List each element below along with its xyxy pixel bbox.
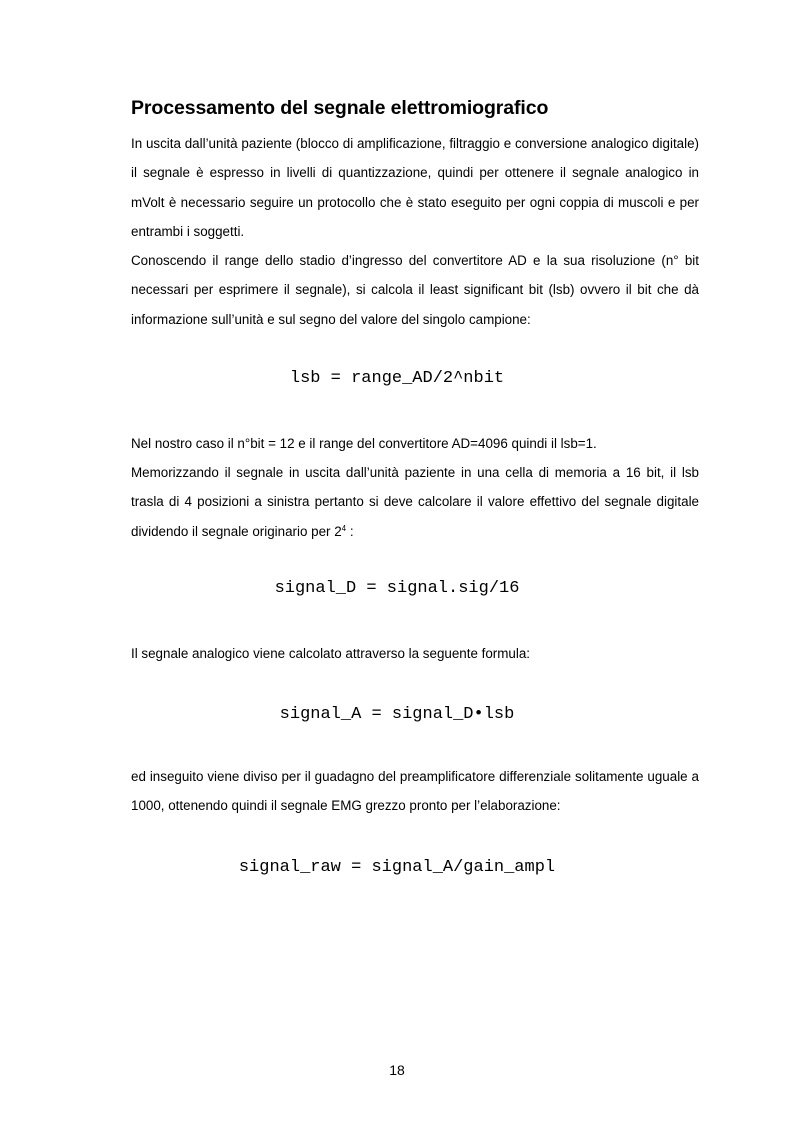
formula-lsb: lsb = range_AD/2^nbit <box>289 369 505 388</box>
formula-signal-raw: signal_raw = signal_A/gain_ampl <box>238 858 556 877</box>
paragraph-memory-text: Memorizzando il segnale in uscita dall’unità paziente in una cella di memoria a 16 bit, il lsb trasla di 4 posizioni a sinistra pertanto si deve calcolare il valore effettivo del segnale digitale dividendo il segnale originario per 2 <box>131 465 699 539</box>
paragraph-gain: ed inseguito viene diviso per il guadagno del preamplificatore differenziale solitamente uguale a 1000, ottenendo quindi il segnale EMG grezzo pronto per l’elaborazione: <box>131 769 699 814</box>
section-title: Processamento del segnale elettromiografico <box>131 97 549 119</box>
paragraph-memory <box>131 458 699 546</box>
paragraph-intro: In uscita dall’unità paziente (blocco di amplificazione, filtraggio e conversione analogico digitale) il segnale è espresso in livelli di quantizzazione, quindi per ottenere il segnale analogico in mVolt è necessario seguire un protocollo che è stato eseguito per ogni coppia di muscoli e per entrambi i soggetti. <box>131 136 699 239</box>
paragraph-analog: Il segnale analogico viene calcolato attraverso la seguente formula: <box>131 646 530 661</box>
paragraph-lsb-definition: Conoscendo il range dello stadio d’ingresso del convertitore AD e la sua risoluzione (n° bit necessari per esprimere il segnale), si calcola il least significant bit (lsb) ovvero il bit che dà informazione sull’unità e sul segno del valore del singolo campione: <box>131 253 699 327</box>
formula-signal-d: signal_D = signal.sig/16 <box>274 579 520 598</box>
paragraph-memory-tail: : <box>349 523 354 539</box>
paragraph-case: Nel nostro caso il n°bit = 12 e il range del convertitore AD=4096 quindi il lsb=1. <box>131 436 597 451</box>
page-number: 18 <box>389 1062 405 1078</box>
exponent: 4 <box>341 523 347 533</box>
formula-signal-a: signal_A = signal_D•lsb <box>279 705 515 724</box>
